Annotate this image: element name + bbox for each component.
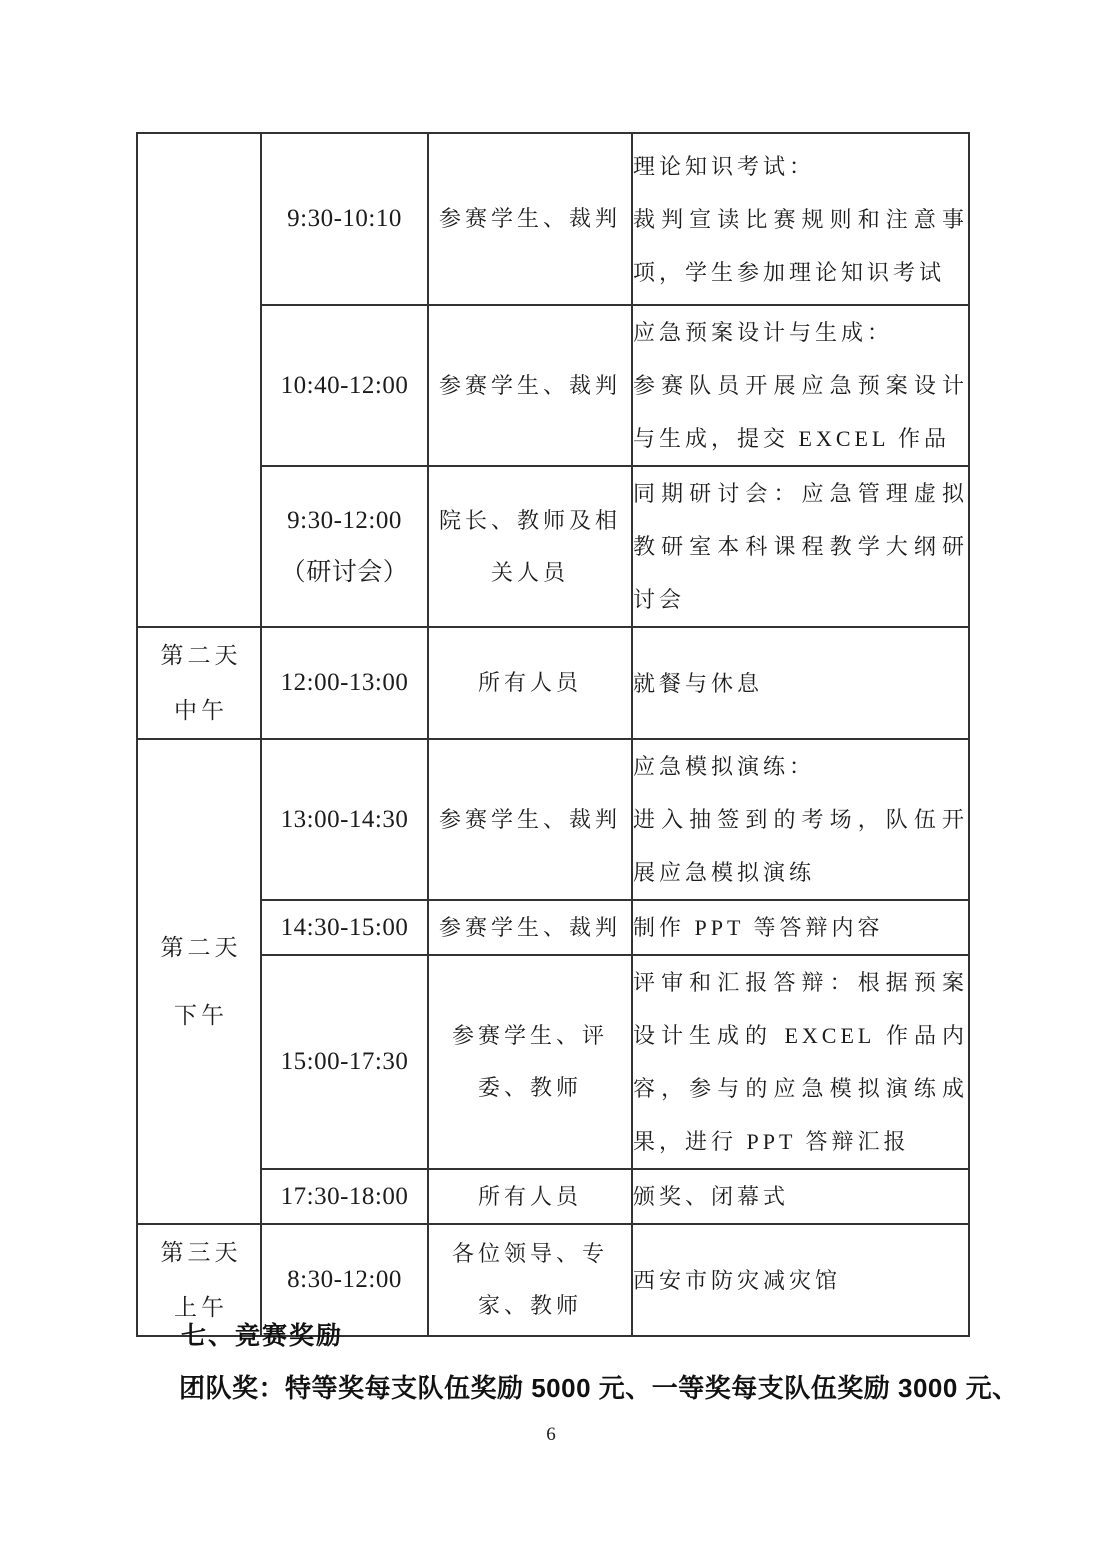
day-cell — [137, 627, 261, 739]
time-text: 17:30-18:00 — [280, 1182, 409, 1210]
rewards-paragraph: 团队奖：特等奖每支队伍奖励 5000 元、一等奖每支队伍奖励 3000 元、 — [179, 1373, 1019, 1403]
time-cell — [261, 305, 428, 466]
day-text: 第三天 — [160, 1240, 242, 1265]
time-cell — [261, 739, 428, 900]
participants-cell — [428, 1169, 632, 1224]
time-text: 14:30-15:00 — [280, 913, 409, 941]
activity-body-line: 进入抽签到的考场，队伍开展应急模拟演练 — [633, 807, 968, 885]
participants-text: 参赛学生、评委、教师 — [451, 1023, 608, 1100]
time-cell — [261, 466, 428, 627]
day-cell-empty — [137, 133, 261, 627]
table-row — [137, 900, 969, 955]
participants-text: 参赛学生、裁判 — [438, 914, 621, 940]
time-text: 15:00-17:30 — [280, 1048, 409, 1075]
participants-text: 院长、教师及相关人员 — [438, 507, 621, 585]
day-text: 中午 — [174, 698, 228, 723]
activity-cell — [632, 305, 969, 466]
activity-body-line: 裁判宣读比赛规则和注意事项，学生参加理论知识考试 — [633, 206, 968, 285]
time-note: （研讨会） — [280, 558, 409, 586]
activity-cell — [632, 900, 969, 955]
table-row — [137, 1169, 969, 1224]
participants-cell — [428, 466, 632, 627]
participants-cell — [428, 133, 632, 305]
time-text: 13:00-14:30 — [280, 805, 409, 833]
day-cell — [137, 739, 261, 1224]
participants-text: 所有人员 — [477, 670, 582, 695]
section-heading: 七、竞赛奖励 — [181, 1322, 344, 1350]
day-text: 下午 — [174, 1002, 228, 1028]
participants-cell — [428, 1224, 632, 1336]
page-number: 6 — [546, 1424, 556, 1445]
activity-body-line: 同期研讨会：应急管理虚拟教研室本科课程教学大纲研讨会 — [633, 481, 968, 612]
activity-cell — [632, 739, 969, 900]
table-row — [137, 955, 969, 1169]
activity-body-line: 参赛队员开展应急预案设计与生成，提交 EXCEL 作品 — [633, 373, 968, 451]
activity-cell — [632, 1224, 969, 1336]
table-row — [137, 133, 969, 305]
activity-cell — [632, 1169, 969, 1224]
participants-text: 各位领导、专家、教师 — [451, 1241, 608, 1318]
participants-cell — [428, 739, 632, 900]
time-text: 12:00-13:00 — [280, 669, 409, 696]
participants-text: 参赛学生、裁判 — [438, 372, 621, 398]
activity-title-line: 应急模拟演练： — [633, 754, 816, 779]
day-text: 上午 — [174, 1295, 228, 1320]
activity-body-line: 制作 PPT 等答辩内容 — [633, 915, 884, 940]
participants-cell — [428, 900, 632, 955]
participants-cell — [428, 955, 632, 1169]
activity-body-line: 西安市防灾减灾馆 — [633, 1267, 842, 1293]
activity-cell — [632, 133, 969, 305]
activity-title-line: 理论知识考试： — [633, 153, 816, 179]
table-row — [137, 305, 969, 466]
activity-body-line: 评审和汇报答辩：根据预案设计生成的 EXCEL 作品内容，参与的应急模拟演练成果，进行 PPT 答辩汇报 — [633, 970, 968, 1154]
table-row — [137, 739, 969, 900]
participants-cell — [428, 305, 632, 466]
time-text: 8:30-12:00 — [287, 1266, 402, 1293]
participants-text: 所有人员 — [477, 1183, 582, 1209]
time-cell — [261, 133, 428, 305]
participants-text: 参赛学生、裁判 — [438, 206, 621, 231]
schedule-table — [136, 132, 970, 1337]
table-row — [137, 627, 969, 739]
time-text: 9:30-10:10 — [287, 205, 402, 232]
day-text: 第二天 — [160, 934, 242, 960]
time-cell — [261, 900, 428, 955]
time-cell — [261, 1169, 428, 1224]
table-row — [137, 466, 969, 627]
activity-body-line: 就餐与休息 — [633, 670, 764, 696]
participants-cell — [428, 627, 632, 739]
activity-cell — [632, 466, 969, 627]
time-text: 9:30-12:00 — [287, 506, 402, 534]
activity-title-line: 应急预案设计与生成： — [633, 320, 894, 345]
time-cell — [261, 955, 428, 1169]
day-text: 第二天 — [160, 643, 242, 668]
activity-cell — [632, 627, 969, 739]
time-cell — [261, 627, 428, 739]
participants-text: 参赛学生、裁判 — [438, 806, 621, 832]
activity-cell — [632, 955, 969, 1169]
time-text: 10:40-12:00 — [280, 371, 409, 399]
activity-body-line: 颁奖、闭幕式 — [633, 1184, 790, 1209]
